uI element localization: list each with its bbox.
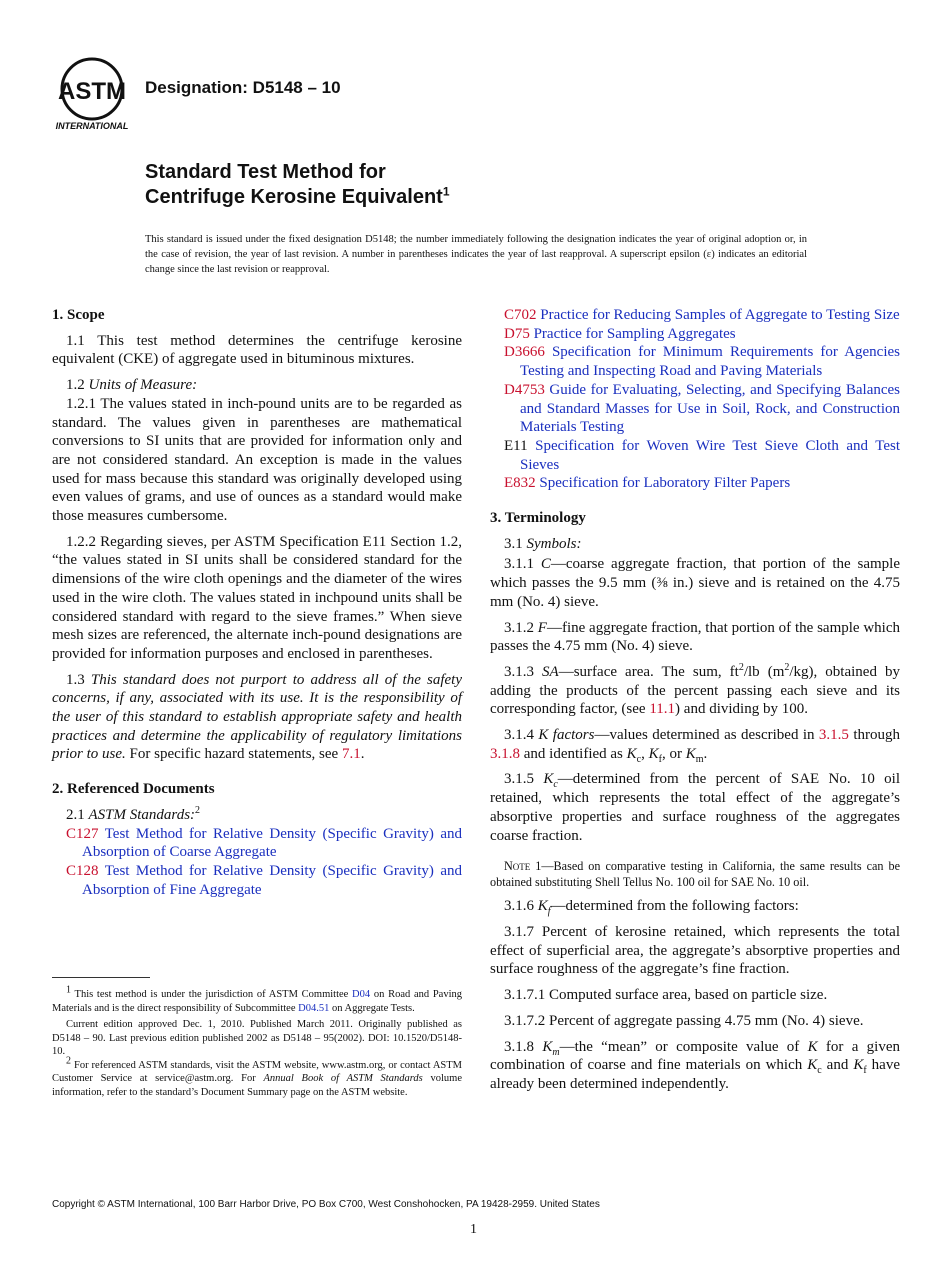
footnote-1-edition: Current edition approved Dec. 1, 2010. Published March 2011. Originally published as D5148 – 90. Last previous edition published 2002 as D5148 – 95(2002). DOI: 10.1520/D5148-10. <box>52 1019 462 1057</box>
symbol-k: K <box>648 745 659 762</box>
ref-item <box>504 381 900 437</box>
footnote-1-text-b: on Road and Paving Materials and is the direct responsibility of Subcommittee <box>52 989 462 1014</box>
footnote-2 <box>52 1055 462 1100</box>
title-footnote-ref[interactable]: 1 <box>442 184 450 199</box>
subscript: c <box>636 753 642 765</box>
page-number: 1 <box>470 1222 477 1237</box>
ref-code: E11 <box>504 437 528 454</box>
symbol-k: K <box>807 1057 818 1074</box>
para-1-3-tail: For specific hazard statements, see <box>125 746 342 763</box>
superscript: 2 <box>738 661 744 673</box>
subscript: m <box>695 753 704 765</box>
subscript: c <box>817 1065 822 1077</box>
para-3-1-2 <box>490 619 900 656</box>
para-3-1-8 <box>490 1038 900 1094</box>
logo-text: ASTM <box>58 78 126 105</box>
para-1-2-2: 1.2.2 Regarding sieves, per ASTM Specification E11 Section 1.2, “the values stated in SI units shall be considered standard for the dimensions of the wire cloth openings and the diameter of the wires used in the wire cloth. The values stated in inchpound units shall be considered standard with regard to the sieve frames.” When sieve mesh sizes are referenced, the alternate inch-pound designations are provided for information purposes and enclosed in parentheses. <box>52 533 462 662</box>
footnote-2-italic: Annual Book of ASTM Standards <box>263 1073 423 1084</box>
subscript: f <box>863 1065 867 1077</box>
ref-title-link[interactable]: Practice for Reducing Samples of Aggregate to Testing Size <box>536 307 900 323</box>
symbol-k: K <box>853 1057 864 1074</box>
symbol-c: C <box>540 556 551 573</box>
para-3-1-5-text: —determined from the percent of SAE No. 10 oil retained, which represents the total effect of the aggregate’s absorptive properties and surface roughness of the aggregates coarse fraction. <box>490 771 901 844</box>
ref-title-link[interactable]: Specification for Laboratory Filter Papers <box>535 475 791 492</box>
ref-code-link[interactable]: C702 <box>504 307 537 323</box>
title-line-1: Standard Test Method for <box>145 161 386 183</box>
footnote-1-text-c: on Aggregate Tests. <box>329 1002 415 1014</box>
ref-title-link[interactable]: Specification for Woven Wire Test Sieve Cloth and Test Sieves <box>520 437 900 473</box>
para-2-1-label: 2.1 <box>66 806 89 823</box>
footnote-2-ref[interactable]: 2 <box>195 804 201 816</box>
para-1-2-1: 1.2.1 The values stated in inch-pound units are to be regarded as standard. The values given in parentheses are mathematical conversions to SI units that are provided for information only and are not considered standard. An exception is made in the values used for mass because this standard was originally developed using even values of grams, and use of ounces as a standard would make those measures cumbersome. <box>52 395 462 525</box>
section-3-heading: 3. Terminology <box>490 510 586 527</box>
footnote-2-text-b: volume information, refer to the standard’s Document Summary page on the ASTM website. <box>52 1073 462 1098</box>
symbol-k: K <box>807 1038 818 1055</box>
para-1-3-end: . <box>360 746 365 763</box>
para-3-1-4-text-a: —values determined as described in <box>594 727 819 744</box>
ref-code-link[interactable]: D3666 <box>504 344 545 361</box>
page-title <box>145 160 450 210</box>
separator: , or <box>661 745 686 762</box>
para-3-1-8-text-a: —the “mean” or composite value of <box>559 1038 808 1055</box>
para-3-1-5-num: 3.1.5 <box>504 771 544 788</box>
para-3-1-label: 3.1 <box>504 535 527 552</box>
ref-code-link[interactable]: D75 <box>504 325 530 342</box>
symbol-k: K <box>685 745 696 762</box>
para-3-1-8-text-b: for a given combination of coarse and fine materials on which <box>490 1038 900 1074</box>
ref-code-link[interactable]: D4753 <box>504 381 545 398</box>
ref-title-link[interactable]: Test Method for Relative Density (Specific Gravity) and Absorption of Coarse Aggregate <box>82 825 462 861</box>
link-d04-51[interactable]: D04.51 <box>298 1002 330 1014</box>
para-3-1-3-text-b: /lb (m <box>743 663 785 680</box>
para-3-1-1 <box>490 555 900 611</box>
para-2-1-italic: ASTM Standards: <box>88 806 196 823</box>
ref-title-link[interactable]: Practice for Sampling Aggregates <box>529 325 736 342</box>
ref-item <box>66 825 462 862</box>
para-3-1-6-num: 3.1.6 <box>504 898 538 915</box>
subscript: f <box>658 753 662 765</box>
para-3-1-3-text-a: —surface area. The sum, ft <box>558 663 739 680</box>
note-1 <box>490 858 900 890</box>
ref-title-link[interactable]: Specification for Minimum Requirements for Agencies Testing and Inspecting Road and Paving Materials <box>520 344 900 380</box>
footnote-1 <box>52 984 462 1015</box>
separator: and <box>821 1057 854 1074</box>
para-3-1-4-text-c: and identified as <box>520 745 627 762</box>
logo-subtext: INTERNATIONAL <box>55 121 129 131</box>
para-1-2-label: 1.2 <box>66 377 89 394</box>
para-3-1-1-num: 3.1.1 <box>504 556 541 573</box>
symbol-k: K <box>626 745 637 762</box>
symbol-f: F <box>537 619 547 636</box>
para-3-1-6-text: —determined from the following factors: <box>550 898 799 915</box>
footnote-2-text-a: For referenced ASTM standards, visit the ASTM website, www.astm.org, or contact ASTM Customer Service at service@astm.org. For <box>52 1059 462 1084</box>
para-3-1-6 <box>490 897 900 916</box>
separator: . <box>703 745 708 762</box>
symbol-k: K <box>537 898 548 915</box>
para-3-1-8-text-c: have already been determined independently. <box>490 1057 900 1092</box>
link-d04[interactable]: D04 <box>352 989 371 1000</box>
para-3-1-7: 3.1.7 Percent of kerosine retained, which represents the total effect of superficial area, the aggregate’s absorptive properties and surface roughness of the aggregate’s fine fraction. <box>490 923 900 978</box>
symbol-k: K <box>543 771 554 788</box>
astm-logo <box>50 55 135 135</box>
separator: , <box>641 745 649 762</box>
ref-item <box>504 325 900 344</box>
ref-item <box>504 437 900 474</box>
symbol-sa: SA <box>542 663 559 680</box>
para-3-1-2-num: 3.1.2 <box>504 619 538 636</box>
para-3-1-5 <box>490 770 900 845</box>
note-label: Note <box>504 859 531 874</box>
right-column <box>490 306 900 1094</box>
para-1-2-italic: Units of Measure: <box>88 377 198 394</box>
section-1-heading: 1. Scope <box>52 307 105 323</box>
footnote-1-text-a: This test method is under the jurisdiction of ASTM Committee <box>71 989 353 1000</box>
note-text: 1—Based on comparative testing in California, the same results can be obtained substituting Shell Tellus No. 100 oil for SAE No. 10 oil. <box>490 859 900 890</box>
footnote-1-marker: 1 <box>66 984 71 996</box>
para-3-1-8-num: 3.1.8 <box>504 1038 543 1055</box>
left-column <box>52 306 462 899</box>
para-1-2 <box>52 376 462 395</box>
ref-title-link[interactable]: Test Method for Relative Density (Specific Gravity) and Absorption of Fine Aggregate <box>82 862 462 898</box>
footnote-divider <box>52 977 150 978</box>
para-3-1-4-text-b: through <box>848 727 900 744</box>
term-k-factors: K factors <box>538 727 595 744</box>
ref-item <box>504 306 900 325</box>
footnotes <box>52 984 462 1099</box>
symbol-k: K <box>542 1038 553 1055</box>
para-3-1-3 <box>490 663 900 719</box>
title-line-2 <box>145 185 450 210</box>
ref-item <box>504 474 900 493</box>
para-1-1: 1.1 This test method determines the centrifuge kerosine equivalent (CKE) of aggregate used in bituminous mixtures. <box>52 332 462 368</box>
para-3-1 <box>490 535 900 554</box>
superscript: 2 <box>784 661 790 673</box>
para-3-1-7-2: 3.1.7.2 Percent of aggregate passing 4.75 mm (No. 4) sieve. <box>504 1012 864 1029</box>
para-1-3-label: 1.3 <box>66 671 91 688</box>
para-3-1-7-1: 3.1.7.1 Computed surface area, based on particle size. <box>504 987 828 1004</box>
link-3-1-8[interactable]: 3.1.8 <box>490 745 520 762</box>
copyright: Copyright © ASTM International, 100 Barr Harbor Drive, PO Box C700, West Conshohocken, PA 19428-2959. United States <box>52 1199 600 1210</box>
link-11-1[interactable]: 11.1 <box>649 701 676 718</box>
ref-code-link[interactable]: E832 <box>504 475 536 492</box>
para-1-3-italic: This standard does not purport to address all of the safety concerns, if any, associated with its use. It is the responsibility of the user of this standard to establish appropriate safety and health practices and determine the applicability of regulatory limitations prior to use. <box>52 671 463 763</box>
designation: Designation: D5148 – 10 <box>145 78 341 97</box>
ref-code-link[interactable]: C128 <box>66 862 99 879</box>
ref-title-link[interactable]: Guide for Evaluating, Selecting, and Specifying Balances and Standard Masses for Use in Soil, Rock, and Construction Materials Testing <box>520 381 900 436</box>
issuance-notice: This standard is issued under the fixed designation D5148; the number immediately following the designation indicates the year of original adoption or, in the case of revision, the year of last revision. A number in parentheses indicates the year of last reapproval. A superscript epsilon (ε) indicates an editorial change since the last revision or reapproval. <box>145 234 807 275</box>
ref-item <box>504 343 900 380</box>
para-3-1-italic: Symbols: <box>526 535 582 552</box>
subscript: m <box>552 1046 560 1058</box>
footnote-2-marker: 2 <box>66 1055 71 1066</box>
para-3-1-2-text: —fine aggregate fraction, that portion of the sample which passes the 4.75 mm (No. 4) sieve. <box>490 619 900 655</box>
para-1-3 <box>52 671 462 765</box>
link-7-1[interactable]: 7.1 <box>341 746 361 763</box>
subscript: c <box>553 779 558 791</box>
para-3-1-3-text-d: ) and dividing by 100. <box>675 701 808 718</box>
para-3-1-3-num: 3.1.3 <box>504 663 543 680</box>
ref-code-link[interactable]: C127 <box>66 825 99 842</box>
link-3-1-5[interactable]: 3.1.5 <box>818 727 849 744</box>
para-2-1 <box>52 806 462 825</box>
subscript: f <box>547 906 551 918</box>
section-2-heading: 2. Referenced Documents <box>52 781 215 798</box>
ref-item <box>66 862 462 899</box>
para-3-1-3-text-c: /kg), obtained by adding the products of the percent passing each sieve and its corresponding factor, (see <box>490 663 900 718</box>
title-text: Centrifuge Kerosine Equivalent <box>145 186 443 208</box>
para-3-1-4 <box>490 726 900 763</box>
para-3-1-4-num: 3.1.4 <box>504 727 539 744</box>
para-3-1-1-text: —coarse aggregate fraction, that portion of the sample which passes the 9.5 mm (⅜ in.) sieve and is retained on the 4.75 mm (No. 4) sieve. <box>490 556 900 610</box>
